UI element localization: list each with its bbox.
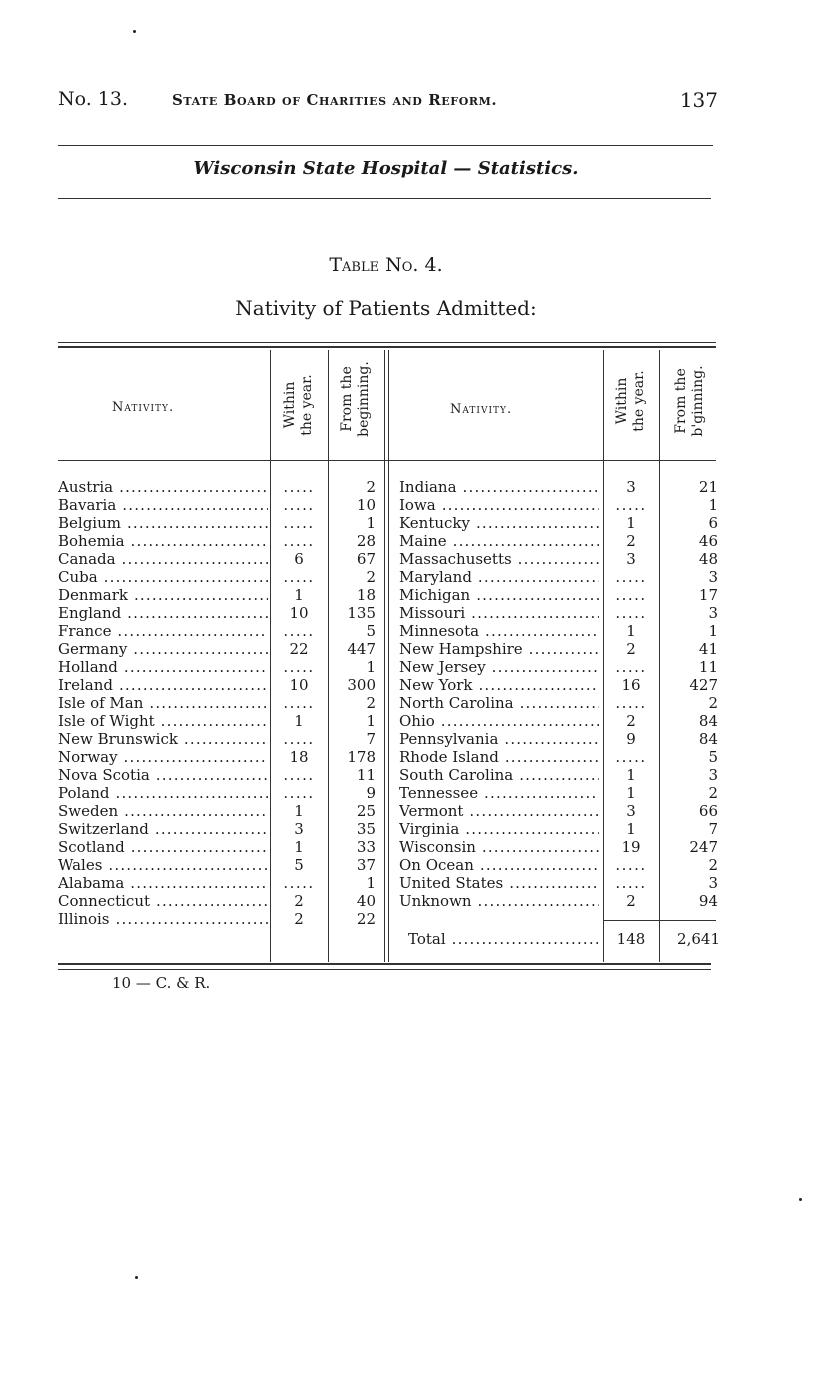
from-beginning-value: 41 xyxy=(698,640,718,658)
from-beginning-value: 5 xyxy=(708,748,718,766)
within-year-value: 2 xyxy=(294,910,304,928)
table-row xyxy=(0,712,824,730)
total-within: 148 xyxy=(616,930,646,948)
within-year-header xyxy=(274,355,324,455)
nativity-name: Kentucky ..... xyxy=(399,514,599,532)
within-year-header xyxy=(606,351,656,451)
table-row xyxy=(0,532,824,550)
from-beginning-value: 6 xyxy=(708,514,718,532)
page-subtitle: Wisconsin State Hospital — Statistics. xyxy=(193,158,579,179)
nativity-name: Wisconsin ..... xyxy=(399,838,599,856)
empty-cell-dots: ..... xyxy=(615,748,647,766)
within-year-value: 1 xyxy=(294,586,304,604)
nativity-name: Bavaria ..... xyxy=(58,496,268,514)
nativity-name: France ..... xyxy=(58,622,268,640)
within-year-value: 10 xyxy=(289,676,309,694)
table-row xyxy=(0,478,824,496)
empty-cell-dots: ..... xyxy=(283,478,315,496)
within-year-value: 1 xyxy=(626,784,636,802)
within-year-value: 22 xyxy=(289,640,309,658)
table-row xyxy=(0,766,824,784)
from-beginning-value: 135 xyxy=(347,604,376,622)
total-from: 2,641 xyxy=(677,930,720,948)
nativity-name: Minnesota ..... xyxy=(399,622,599,640)
within-year-value: 1 xyxy=(294,838,304,856)
within-year-value: 2 xyxy=(626,892,636,910)
from-beginning-value: 48 xyxy=(698,550,718,568)
nativity-name: Massachusetts ..... xyxy=(399,550,599,568)
nativity-name: Maine ..... xyxy=(399,532,599,550)
from-beginning-value: 22 xyxy=(356,910,376,928)
from-beginning-value: 300 xyxy=(347,676,376,694)
nativity-name: Connecticut ..... xyxy=(58,892,268,910)
nativity-name: New Jersey ..... xyxy=(399,658,599,676)
from-beginning-value: 1 xyxy=(366,874,376,892)
from-beginning-value: 7 xyxy=(366,730,376,748)
nativity-name: New York ..... xyxy=(399,676,599,694)
within-header-line1: Within xyxy=(282,381,298,429)
from-beginning-value: 427 xyxy=(689,676,718,694)
nativity-name: Scotland ..... xyxy=(58,838,268,856)
from-beginning-value: 21 xyxy=(698,478,718,496)
nativity-name: Denmark ..... xyxy=(58,586,268,604)
nativity-name: Ireland ..... xyxy=(58,676,268,694)
from-beginning-value: 2 xyxy=(366,478,376,496)
nativity-name: New Hampshire ..... xyxy=(399,640,599,658)
from-beginning-value: 3 xyxy=(708,604,718,622)
table-number: Table No. 4. xyxy=(329,254,443,276)
table-bottom-rule xyxy=(58,963,711,965)
within-year-value: 18 xyxy=(289,748,309,766)
total-label: Total ..... xyxy=(408,930,598,948)
within-header-line2: the year. xyxy=(631,370,647,432)
within-header-line1: Within xyxy=(614,377,630,425)
empty-cell-dots: ..... xyxy=(283,730,315,748)
within-year-value: 5 xyxy=(294,856,304,874)
nativity-name: Belgium ..... xyxy=(58,514,268,532)
table-row xyxy=(0,820,824,838)
empty-cell-dots: ..... xyxy=(283,784,315,802)
table-row xyxy=(0,748,824,766)
footer-signature: 10 — C. & R. xyxy=(112,974,211,992)
header-title: State Board of Charities and Reform. xyxy=(172,91,498,109)
nativity-name: Vermont ..... xyxy=(399,802,599,820)
nativity-name: Switzerland ..... xyxy=(58,820,268,838)
nativity-name: Iowa ..... xyxy=(399,496,599,514)
paper-speck xyxy=(133,30,136,33)
nativity-name: Isle of Man ..... xyxy=(58,694,268,712)
table-row xyxy=(0,586,824,604)
from-beginning-value: 37 xyxy=(356,856,376,874)
table-row xyxy=(0,910,824,928)
from-beginning-value: 3 xyxy=(708,766,718,784)
within-year-value: 1 xyxy=(626,514,636,532)
within-year-value: 2 xyxy=(626,712,636,730)
table-top-rule-thick xyxy=(58,346,716,348)
empty-cell-dots: ..... xyxy=(283,514,315,532)
from-header-line2: b'ginning. xyxy=(690,365,706,437)
from-beginning-value: 84 xyxy=(698,712,718,730)
within-year-value: 2 xyxy=(626,532,636,550)
nativity-name: Cuba ..... xyxy=(58,568,268,586)
table-row xyxy=(0,604,824,622)
from-beginning-value: 9 xyxy=(366,784,376,802)
subtitle-rule xyxy=(58,198,711,199)
table-row xyxy=(0,694,824,712)
from-beginning-value: 25 xyxy=(356,802,376,820)
within-header-line2: the year. xyxy=(299,374,315,436)
table-bottom-rule-thin xyxy=(58,969,711,970)
from-header-line2: beginning. xyxy=(356,361,372,437)
from-beginning-value: 11 xyxy=(356,766,376,784)
nativity-header: Nativity. xyxy=(112,400,175,415)
from-beginning-value: 94 xyxy=(698,892,718,910)
nativity-name: United States ..... xyxy=(399,874,599,892)
nativity-name: Michigan ..... xyxy=(399,586,599,604)
empty-cell-dots: ..... xyxy=(283,568,315,586)
within-year-value: 3 xyxy=(626,550,636,568)
paper-speck xyxy=(799,1198,802,1201)
nativity-name: Ohio ..... xyxy=(399,712,599,730)
table-row xyxy=(0,676,824,694)
table-caption: Nativity of Patients Admitted: xyxy=(235,296,537,320)
from-beginning-value: 2 xyxy=(708,784,718,802)
nativity-name: Rhode Island ..... xyxy=(399,748,599,766)
from-beginning-value: 7 xyxy=(708,820,718,838)
table-row xyxy=(0,658,824,676)
empty-cell-dots: ..... xyxy=(283,496,315,514)
nativity-name: New Brunswick ..... xyxy=(58,730,268,748)
from-beginning-value: 1 xyxy=(366,712,376,730)
from-beginning-value: 1 xyxy=(366,658,376,676)
nativity-name: On Ocean ..... xyxy=(399,856,599,874)
empty-cell-dots: ..... xyxy=(615,694,647,712)
header-number: No. 13. xyxy=(58,88,129,110)
nativity-name: Indiana ..... xyxy=(399,478,599,496)
from-beginning-value: 2 xyxy=(708,856,718,874)
within-year-value: 3 xyxy=(626,478,636,496)
nativity-name: Austria ..... xyxy=(58,478,268,496)
nativity-name: Virginia ..... xyxy=(399,820,599,838)
from-beginning-value: 11 xyxy=(698,658,718,676)
page-number: 137 xyxy=(679,88,718,112)
nativity-name: Germany ..... xyxy=(58,640,268,658)
empty-cell-dots: ..... xyxy=(615,874,647,892)
from-beginning-value: 35 xyxy=(356,820,376,838)
nativity-name: Pennsylvania ..... xyxy=(399,730,599,748)
from-beginning-value: 40 xyxy=(356,892,376,910)
table-row xyxy=(0,496,824,514)
nativity-name: North Carolina ..... xyxy=(399,694,599,712)
nativity-name: Canada ..... xyxy=(58,550,268,568)
from-beginning-value: 10 xyxy=(356,496,376,514)
from-header-line1: From the xyxy=(673,368,689,434)
table-row xyxy=(0,730,824,748)
within-year-value: 3 xyxy=(294,820,304,838)
table-top-rule xyxy=(58,342,716,343)
from-beginning-value: 18 xyxy=(356,586,376,604)
from-beginning-value: 5 xyxy=(366,622,376,640)
empty-cell-dots: ..... xyxy=(283,622,315,640)
from-beginning-value: 3 xyxy=(708,874,718,892)
from-beginning-value: 28 xyxy=(356,532,376,550)
table-row xyxy=(0,640,824,658)
empty-cell-dots: ..... xyxy=(615,604,647,622)
table-row xyxy=(0,784,824,802)
from-beginning-value: 2 xyxy=(366,568,376,586)
from-beginning-value: 178 xyxy=(347,748,376,766)
within-year-value: 19 xyxy=(621,838,641,856)
empty-cell-dots: ..... xyxy=(615,856,647,874)
empty-cell-dots: ..... xyxy=(283,532,315,550)
empty-cell-dots: ..... xyxy=(615,496,647,514)
nativity-name: Isle of Wight ..... xyxy=(58,712,268,730)
within-year-value: 2 xyxy=(294,892,304,910)
nativity-name: England ..... xyxy=(58,604,268,622)
from-beginning-value: 46 xyxy=(698,532,718,550)
from-beginning-value: 1 xyxy=(366,514,376,532)
nativity-name: Missouri ..... xyxy=(399,604,599,622)
from-beginning-value: 2 xyxy=(366,694,376,712)
from-beginning-value: 67 xyxy=(356,550,376,568)
from-beginning-value: 247 xyxy=(689,838,718,856)
nativity-name: Holland ..... xyxy=(58,658,268,676)
table-row xyxy=(0,874,824,892)
header-rule xyxy=(58,145,713,146)
table-row xyxy=(0,568,824,586)
within-year-value: 1 xyxy=(294,712,304,730)
within-year-value: 1 xyxy=(626,766,636,784)
nativity-header: Nativity. xyxy=(450,402,513,417)
from-beginning-value: 33 xyxy=(356,838,376,856)
within-year-value: 2 xyxy=(626,640,636,658)
within-year-value: 1 xyxy=(626,622,636,640)
total-row xyxy=(0,930,824,948)
nativity-name: Wales ..... xyxy=(58,856,268,874)
within-year-value: 1 xyxy=(626,820,636,838)
within-year-value: 10 xyxy=(289,604,309,622)
from-beginning-value: 84 xyxy=(698,730,718,748)
empty-cell-dots: ..... xyxy=(283,766,315,784)
table-row xyxy=(0,856,824,874)
nativity-name: Alabama ..... xyxy=(58,874,268,892)
nativity-name: Tennessee ..... xyxy=(399,784,599,802)
within-year-value: 1 xyxy=(294,802,304,820)
nativity-name: Bohemia ..... xyxy=(58,532,268,550)
from-beginning-value: 447 xyxy=(347,640,376,658)
from-beginning-value: 1 xyxy=(708,496,718,514)
empty-cell-dots: ..... xyxy=(283,874,315,892)
table-row xyxy=(0,550,824,568)
table-row xyxy=(0,514,824,532)
table-row xyxy=(0,838,824,856)
empty-cell-dots: ..... xyxy=(615,568,647,586)
within-year-value: 6 xyxy=(294,550,304,568)
nativity-name: Sweden ..... xyxy=(58,802,268,820)
nativity-name: South Carolina ..... xyxy=(399,766,599,784)
from-beginning-value: 66 xyxy=(698,802,718,820)
table-head-rule xyxy=(58,460,716,461)
empty-cell-dots: ..... xyxy=(283,694,315,712)
empty-cell-dots: ..... xyxy=(615,586,647,604)
from-header-line1: From the xyxy=(339,366,355,432)
within-year-value: 3 xyxy=(626,802,636,820)
nativity-name: Maryland ..... xyxy=(399,568,599,586)
nativity-name: Illinois ..... xyxy=(58,910,268,928)
within-year-value: 16 xyxy=(621,676,641,694)
from-beginning-header xyxy=(331,349,381,449)
from-beginning-header xyxy=(665,351,715,451)
table-row xyxy=(0,802,824,820)
from-beginning-value: 17 xyxy=(698,586,718,604)
table-row xyxy=(0,892,824,910)
paper-speck xyxy=(135,1276,138,1279)
nativity-name: Poland ..... xyxy=(58,784,268,802)
from-beginning-value: 2 xyxy=(708,694,718,712)
empty-cell-dots: ..... xyxy=(615,658,647,676)
from-beginning-value: 1 xyxy=(708,622,718,640)
from-beginning-value: 3 xyxy=(708,568,718,586)
nativity-name: Norway ..... xyxy=(58,748,268,766)
empty-cell-dots: ..... xyxy=(283,658,315,676)
nativity-name: Nova Scotia ..... xyxy=(58,766,268,784)
nativity-name: Unknown ..... xyxy=(399,892,599,910)
table-row xyxy=(0,622,824,640)
within-year-value: 9 xyxy=(626,730,636,748)
